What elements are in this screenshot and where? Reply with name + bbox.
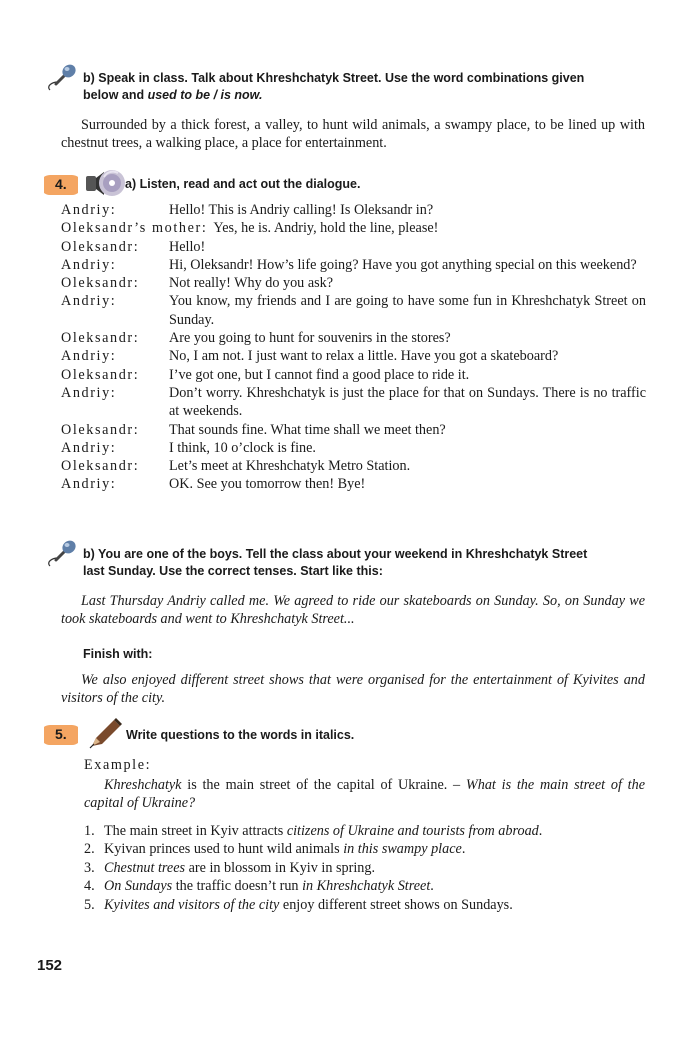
dialogue-line (61, 256, 646, 274)
utterance: Hello! (169, 238, 206, 255)
dialogue-line (61, 384, 646, 421)
instruction-line-2: below and used to be / is now. (83, 88, 263, 102)
speaker: Andriy: (61, 202, 117, 218)
dialogue-line (61, 366, 646, 384)
speaker-cd-icon (84, 165, 126, 201)
instruction-b-tell (83, 546, 653, 580)
speaker: Andriy: (61, 439, 117, 456)
utterance: Let’s meet at Khreshchatyk Metro Station. (169, 458, 411, 475)
speaker: Andriy: (61, 293, 117, 310)
dialogue-line (61, 457, 646, 475)
instruction-line-2: last Sunday. Use the correct tenses. Start like this: (83, 564, 383, 578)
utterance: That sounds fine. What time shall we meet then? (169, 421, 446, 438)
instruction-line-1: b) Speak in class. Talk about Khreshchatyk Street. Use the word combinations given (83, 71, 585, 85)
dialogue-line (61, 439, 646, 457)
dialogue-line (61, 238, 646, 256)
example-answer: What is the main street of the capital of Ukraine? (84, 777, 645, 812)
instruction-b-speak (83, 70, 653, 104)
exercise-list (84, 822, 645, 914)
utterance: I’ve got one, but I cannot find a good place to ride it. (169, 366, 470, 383)
speaker: Oleksandr’s mother: (61, 220, 208, 237)
page-number: 152 (37, 957, 63, 974)
list-item: 2. Kyivan princes used to hunt wild animals in this swampy place. (84, 841, 466, 858)
dialogue-line (61, 274, 646, 292)
utterance: I think, 10 o’clock is fine. (169, 439, 316, 456)
example-word: Khreshchatyk (104, 777, 182, 793)
list-item: 5. Kyivites and visitors of the city enjoy different street shows on Sundays. (84, 896, 513, 913)
example-label: Example: (84, 757, 152, 773)
list-item: 3. Chestnut trees are in blossom in Kyiv in spring. (84, 859, 375, 876)
utterance: Hi, Oleksandr! How’s life going? Have you got anything special on this weekend? (169, 256, 637, 273)
instruction-line-1: b) You are one of the boys. Tell the class about your weekend in Khreshchatyk Street (83, 547, 588, 561)
example-sentence: Khreshchatyk is the main street of the capital of Ukraine. – What is the main street of the capital of Ukraine? (84, 777, 645, 812)
dialogue-line (61, 201, 646, 219)
dialogue-line (61, 329, 646, 347)
utterance: Don’t worry. Khreshchatyk is just the place for that on Sundays. There is no traffic at weekends. (169, 384, 646, 420)
speaker: Oleksandr: (61, 275, 140, 292)
speaker: Andriy: (61, 384, 117, 401)
dialogue-line (61, 219, 646, 237)
instruction-italic: used to be / is now. (147, 88, 263, 102)
microphone-icon (44, 538, 78, 572)
list-item: 1. The main street in Kyiv attracts citizens of Ukraine and tourists from abroad. (84, 823, 543, 839)
speaker: Oleksandr: (61, 421, 140, 438)
utterance: Not really! Why do you ask? (169, 275, 334, 292)
dialogue (61, 201, 646, 494)
dialogue-line (61, 347, 646, 365)
microphone-icon (44, 62, 78, 96)
dialogue-line (61, 475, 646, 493)
instruction-a-listen: a) Listen, read and act out the dialogue. (125, 177, 361, 191)
speaker: Oleksandr: (61, 238, 140, 255)
speaker: Andriy: (61, 476, 117, 493)
exercise-4-number: 4. (55, 176, 67, 192)
instruction-write: Write questions to the words in italics. (126, 728, 355, 742)
pen-icon (88, 716, 124, 750)
speaker: Oleksandr: (61, 458, 140, 475)
finish-text: We also enjoyed different street shows that were organised for the entertainment of Kyivites and visitors of the city. (61, 672, 645, 707)
finish-label: Finish with: (83, 647, 153, 661)
start-text: Last Thursday Andriy called me. We agreed to ride our skateboards on Sunday. So, on Sunday we took skateboards and went to Khreshchatyk Street... (61, 593, 645, 628)
speaker: Oleksandr: (61, 330, 140, 347)
speaker: Oleksandr: (61, 366, 140, 383)
exercise-5-number: 5. (55, 726, 67, 742)
utterance: No, I am not. I just want to relax a little. Have you got a skateboard? (169, 348, 559, 365)
utterance: Hello! This is Andriy calling! Is Oleksandr in? (169, 202, 434, 218)
dialogue-line (61, 292, 646, 329)
speaker: Andriy: (61, 348, 117, 365)
speaker: Andriy: (61, 256, 117, 273)
list-item: 4. On Sundays the traffic doesn’t run in Khreshchatyk Street. (84, 878, 434, 895)
word-combinations: Surrounded by a thick forest, a valley, to hunt wild animals, a swampy place, to be lined up with chestnut trees, a walking place, a place for entertainment. (61, 117, 645, 152)
utterance: Yes, he is. Andriy, hold the line, please! (213, 220, 439, 237)
dialogue-line (61, 421, 646, 439)
utterance: You know, my friends and I are going to have some fun in Khreshchatyk Street on Sunday. (169, 293, 646, 328)
utterance: OK. See you tomorrow then! Bye! (169, 476, 366, 493)
utterance: Are you going to hunt for souvenirs in the stores? (169, 330, 451, 347)
